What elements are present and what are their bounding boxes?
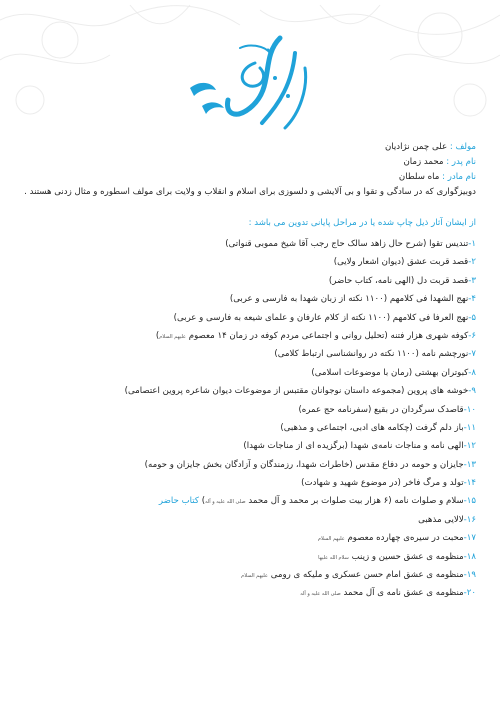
mother-value: ماه سلطان [398,172,440,182]
author-line [14,140,476,155]
list-item [14,327,476,345]
works-intro: از ایشان آثار ذیل چاپ شده یا در مراحل پایانی تدوین می باشد : [248,218,476,228]
list-item [14,290,476,308]
list-item [14,529,476,547]
item-text: نهج العرفا فی کلامهم (۱۱۰۰ نکته از کلام عارفان و علمای شیعه به فارسی و عربی) [173,312,469,323]
item-text: تولد و مرگ فاخر (در موضوع شهید و شهادت) [301,478,464,489]
works-list [14,235,476,603]
item-number: ۱۴- [463,478,476,489]
item-text: سلام و صلوات نامه (۶ هزار بیت صلوات بر محمد و آل محمد [248,496,464,507]
father-value: محمد زمان [403,157,444,167]
item-number: ۲۰- [463,588,476,599]
list-item [14,345,476,363]
item-number: ۱۶- [463,514,476,525]
item-suffix: ) [155,330,160,341]
item-text: خوشه های پروین (مجموعه داستان نوجوانان مقتبس از موضوعات دیوان شاعره پروین اعتصامی) [124,386,469,397]
item-number: ۱۵- [463,496,476,507]
list-item [14,253,476,271]
list-item [14,235,476,253]
honorific: صلی الله علیه و آله [300,591,341,598]
father-label: نام پدر : [446,157,476,167]
item-number: ۱۹- [463,570,476,581]
list-item [14,437,476,455]
item-number: ۶- [468,330,476,341]
item-text: منظومه ی عشق امام حسن عسکری و ملیکه ی رومی [270,570,464,581]
list-item [14,492,476,510]
mother-label: نام مادر : [442,172,476,182]
father-line [14,155,476,170]
item-text: قصد قربت دل (الهی نامه، کتاب حاضر) [328,275,469,286]
item-number: ۹- [468,386,476,397]
item-text: محبت در سیره‌ی چهارده معصوم [347,533,464,544]
list-item [14,474,476,492]
item-text: نورچشم نامه (۱۱۰۰ نکته در روانشناسی ارتباط کلامی) [274,349,469,360]
item-number: ۱۲- [463,441,476,452]
item-number: ۲- [468,257,476,268]
item-suffix: ) [201,496,206,507]
item-text: قاصدک سرگردان در بقیع (سفرنامه حج عمره) [298,404,464,415]
item-text: کوفه شهری هزار فتنه (تحلیل روانی و اجتماعی مردم کوفه در زمان ۱۴ معصوم [188,330,469,341]
item-text: منظومه ی عشق حسین و زینب [351,551,464,562]
item-number: ۱۸- [463,551,476,562]
author-label: مولف : [449,142,476,152]
item-number: ۱۷- [463,533,476,544]
item-number: ۳- [468,275,476,286]
item-number: ۱۱- [463,422,476,433]
item-text: کبوتران بهشتی (رمان با موضوعات اسلامی) [311,367,469,378]
author-value: علی چمن نژادیان [384,142,448,152]
document-body [14,140,476,603]
honorific: علیهم السلام [317,536,345,543]
list-item [14,456,476,474]
list-item [14,272,476,290]
author-bio: دوبیزگواری که در سادگی و تقوا و بی آلایشی و دلسوزی برای اسلام و انقلاب و ولایت برای مولف اسطوره و مثال زدنی هستند . [24,187,476,197]
item-number: ۷- [468,349,476,360]
list-item [14,382,476,400]
honorific: علیهم السلام [241,573,268,580]
item-text: تندیس تقوا (شرح حال زاهد سالک حاج رجب آقا شیخ مموبی قنواتی) [225,239,469,249]
list-item [14,401,476,419]
item-text: منظومه ی عشق نامه ی آل محمد [343,588,464,599]
list-item [14,511,476,529]
item-text: قصد قربت عشق (دیوان اشعار ولایی) [333,257,469,268]
item-number: ۵- [468,312,476,323]
item-text: باز دلم گرفت (چکامه های ادبی، اجتماعی و مذهبی) [280,422,464,433]
honorific: صلی الله علیه و آله [205,499,246,506]
item-number: ۱- [468,239,476,249]
current-book-link[interactable]: کتاب حاضر [158,496,199,507]
list-item [14,309,476,327]
item-text: جایزان و حومه در دفاع مقدس (خاطرات شهدا، رزمندگان و آزادگان بخش جایزان و حومه) [144,459,464,470]
list-item [14,584,476,602]
item-text: الهی نامه و مناجات نامه‌ی شهدا (برگزیده ای از مناجات شهدا) [243,441,464,452]
list-item [14,419,476,437]
item-number: ۸- [468,367,476,378]
list-item [14,566,476,584]
calligraphy-logo [180,28,330,138]
mother-line [14,170,476,185]
list-item [14,548,476,566]
list-item [14,364,476,382]
item-number: ۱۰- [463,404,476,415]
honorific: سلام الله علیها [318,554,349,561]
honorific: علیهم السلام [159,333,187,340]
item-number: ۴- [468,294,476,305]
item-text: نهج الشهدا فی کلامهم (۱۱۰۰ نکته از زبان شهدا به فارسی و عربی) [229,294,469,305]
item-text: لالایی مذهبی [418,514,464,525]
item-number: ۱۳- [463,459,476,470]
